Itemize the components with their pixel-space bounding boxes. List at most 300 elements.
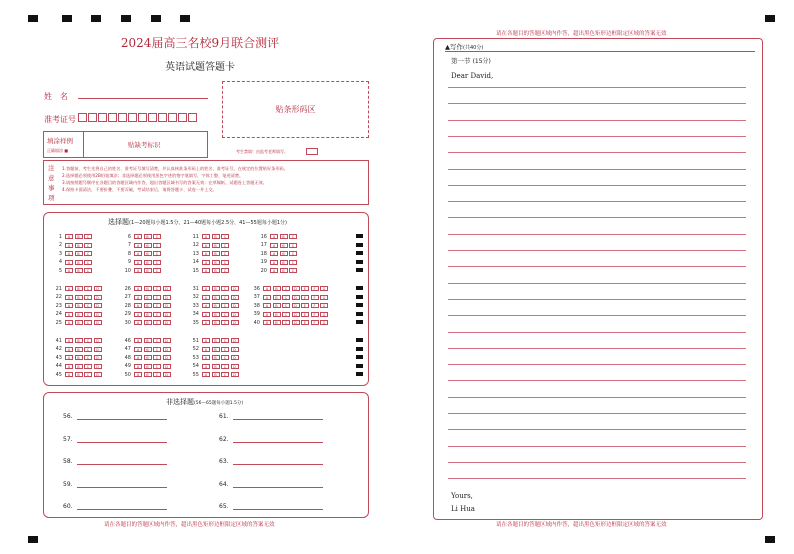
option-bubble[interactable]: A [270,251,278,256]
choice-question [119,337,172,344]
option-bubble[interactable]: D [163,286,171,291]
option-bubble[interactable]: C [84,372,92,377]
option-bubble[interactable]: A [65,286,73,291]
option-bubble[interactable]: B [212,251,220,256]
option-bubble[interactable]: A [263,312,271,317]
option-bubble[interactable]: C [221,286,229,291]
option-bubble[interactable]: A [134,312,142,317]
option-bubble[interactable]: A [202,268,210,273]
option-bubble[interactable]: A [263,303,271,308]
writing-line[interactable] [448,364,746,365]
option-bubble[interactable]: A [65,268,73,273]
timing-mark [180,15,190,22]
option-bubble[interactable]: C [153,338,161,343]
choice-question [50,319,103,326]
option-bubble[interactable]: A [263,295,271,300]
writing-line[interactable] [448,315,746,316]
writing-line[interactable] [448,185,746,186]
option-bubble[interactable]: A [134,260,142,265]
option-bubble[interactable]: C [221,320,229,325]
option-bubble[interactable]: E [301,320,309,325]
fill-in-question [219,458,323,465]
writing-line[interactable] [448,250,746,251]
option-bubble[interactable]: D [94,320,102,325]
writing-line[interactable] [448,120,746,121]
option-bubble[interactable]: C [84,347,92,352]
option-bubble[interactable]: G [320,320,328,325]
option-bubble[interactable]: B [273,312,281,317]
writing-line[interactable] [448,348,746,349]
answer-line[interactable] [77,504,167,510]
option-bubble[interactable]: C [153,372,161,377]
option-bubble[interactable]: B [212,364,220,369]
option-bubble[interactable]: B [144,372,152,377]
option-bubble[interactable]: C [289,234,297,239]
option-bubble[interactable]: C [221,338,229,343]
option-bubble[interactable]: A [270,234,278,239]
option-bubble[interactable]: B [144,312,152,317]
option-bubble[interactable]: G [320,295,328,300]
option-bubble[interactable]: E [301,286,309,291]
option-bubble[interactable]: F [311,320,319,325]
option-bubble[interactable]: C [221,372,229,377]
option-bubble[interactable]: B [75,364,83,369]
option-bubble[interactable]: D [292,295,300,300]
option-bubble[interactable]: A [65,364,73,369]
option-bubble[interactable]: B [212,347,220,352]
fill-example-label: 填涂样例 [47,137,73,145]
option-bubble[interactable]: C [84,303,92,308]
option-bubble[interactable]: C [282,286,290,291]
option-bubble[interactable]: C [84,338,92,343]
option-bubble[interactable]: A [202,303,210,308]
writing-line[interactable] [448,234,746,235]
timing-block [356,320,363,324]
option-bubble[interactable]: C [84,320,92,325]
option-bubble[interactable]: C [84,295,92,300]
option-bubble[interactable]: D [231,355,239,360]
writing-line[interactable] [448,87,746,88]
option-bubble[interactable]: D [231,347,239,352]
option-bubble[interactable]: B [75,260,83,265]
option-bubble[interactable]: F [311,312,319,317]
choice-question [119,354,172,361]
option-bubble[interactable]: A [134,251,142,256]
option-bubble[interactable]: D [163,347,171,352]
option-bubble[interactable]: B [212,286,220,291]
option-bubble[interactable]: A [202,364,210,369]
option-bubble[interactable]: A [65,303,73,308]
option-bubble[interactable]: B [212,320,220,325]
option-bubble[interactable]: A [65,355,73,360]
option-bubble[interactable]: A [134,355,142,360]
option-bubble[interactable]: A [65,260,73,265]
option-bubble[interactable]: D [231,364,239,369]
option-bubble[interactable]: B [212,372,220,377]
option-bubble[interactable]: B [144,347,152,352]
option-bubble[interactable]: D [94,347,102,352]
option-bubble[interactable]: B [212,260,220,265]
option-bubble[interactable]: B [144,286,152,291]
writing-line[interactable] [448,136,746,137]
question-number: 17 [260,242,267,248]
writing-line[interactable] [448,429,746,430]
option-bubble[interactable]: C [153,355,161,360]
option-bubble[interactable]: C [221,260,229,265]
option-bubble[interactable]: B [280,268,288,273]
writing-line[interactable] [448,299,746,300]
option-bubble[interactable]: C [289,243,297,248]
option-bubble[interactable]: D [163,364,171,369]
option-bubble[interactable]: C [282,312,290,317]
timing-block [356,338,363,342]
choice-question [187,294,240,301]
writing-line[interactable] [448,266,746,267]
option-bubble[interactable]: A [65,295,73,300]
option-bubble[interactable]: A [134,320,142,325]
option-bubble[interactable]: A [202,260,210,265]
choice-question [119,250,163,257]
option-bubble[interactable]: C [153,320,161,325]
answer-line[interactable] [233,437,323,443]
option-bubble[interactable]: A [65,312,73,317]
option-bubble[interactable]: A [65,372,73,377]
question-number: 44 [55,363,62,369]
option-bubble[interactable]: C [221,295,229,300]
option-bubble[interactable]: B [75,303,83,308]
option-bubble[interactable]: B [75,320,83,325]
option-bubble[interactable]: A [202,338,210,343]
option-bubble[interactable]: B [75,338,83,343]
option-bubble[interactable]: C [84,234,92,239]
exam-title: 2024届高三名校9月联合测评 [120,36,280,50]
option-bubble[interactable]: B [280,243,288,248]
option-bubble[interactable]: A [202,295,210,300]
option-bubble[interactable]: C [153,251,161,256]
choice-question [119,311,172,318]
option-bubble[interactable]: D [292,320,300,325]
option-bubble[interactable]: C [153,295,161,300]
option-bubble[interactable]: C [289,268,297,273]
option-bubble[interactable]: C [84,251,92,256]
option-bubble[interactable]: B [75,251,83,256]
option-bubble[interactable]: A [134,286,142,291]
answer-line[interactable] [77,437,167,443]
option-bubble[interactable]: C [221,347,229,352]
option-bubble[interactable]: A [263,320,271,325]
option-bubble[interactable]: B [273,286,281,291]
exam-subtitle: 英语试题答题卡 [165,62,235,73]
writing-line[interactable] [448,332,746,333]
option-bubble[interactable]: B [144,338,152,343]
option-bubble[interactable]: D [231,372,239,377]
option-bubble[interactable]: C [153,243,161,248]
option-bubble[interactable]: A [270,260,278,265]
option-bubble[interactable]: C [289,251,297,256]
question-number: 50 [124,371,131,378]
option-bubble[interactable]: A [263,286,271,291]
option-bubble[interactable]: D [163,320,171,325]
option-bubble[interactable]: D [163,312,171,317]
option-bubble[interactable]: B [144,268,152,273]
choice-question [255,267,299,274]
option-bubble[interactable]: B [280,234,288,239]
option-bubble[interactable]: B [273,303,281,308]
option-bubble[interactable]: F [311,295,319,300]
writing-line[interactable] [448,201,746,202]
name-field[interactable] [78,98,208,99]
choice-question [248,294,330,301]
option-bubble[interactable]: D [163,338,171,343]
question-number: 51 [192,337,199,344]
choice-question [187,242,231,249]
option-bubble[interactable]: B [212,303,220,308]
option-bubble[interactable]: B [144,320,152,325]
option-bubble[interactable]: D [94,312,102,317]
option-bubble[interactable]: D [94,286,102,291]
option-bubble[interactable]: D [231,312,239,317]
option-bubble[interactable]: F [311,286,319,291]
option-bubble[interactable]: B [273,295,281,300]
option-bubble[interactable]: E [301,303,309,308]
option-bubble[interactable]: D [163,372,171,377]
option-bubble[interactable]: C [153,286,161,291]
option-bubble[interactable]: C [221,303,229,308]
option-bubble[interactable]: E [301,312,309,317]
timing-block [356,260,363,264]
option-bubble[interactable]: C [221,312,229,317]
option-bubble[interactable]: C [84,364,92,369]
question-number: 3 [58,250,62,257]
answer-line[interactable] [233,459,323,465]
choice-question [119,371,172,378]
option-bubble[interactable]: C [84,268,92,273]
option-bubble[interactable]: C [221,364,229,369]
choice-question [187,346,240,353]
option-bubble[interactable]: B [75,372,83,377]
answer-line[interactable] [77,482,167,488]
answer-line[interactable] [233,504,323,510]
option-bubble[interactable]: C [153,347,161,352]
option-bubble[interactable]: F [311,303,319,308]
option-bubble[interactable]: B [212,234,220,239]
question-number: 55 [192,371,199,378]
answer-line[interactable] [77,414,167,420]
option-bubble[interactable]: D [292,312,300,317]
option-bubble[interactable]: A [134,347,142,352]
option-bubble[interactable]: C [153,303,161,308]
option-bubble[interactable]: A [270,268,278,273]
question-number: 12 [192,242,199,248]
question-number: 30 [124,319,131,326]
option-bubble[interactable]: B [144,251,152,256]
option-bubble[interactable]: A [202,286,210,291]
option-bubble[interactable]: C [282,295,290,300]
option-bubble[interactable]: C [289,260,297,265]
option-bubble[interactable]: D [292,303,300,308]
option-bubble[interactable]: G [320,286,328,291]
option-bubble[interactable]: A [202,234,210,239]
option-bubble[interactable]: C [153,260,161,265]
option-bubble[interactable]: B [75,243,83,248]
option-bubble[interactable]: C [221,268,229,273]
option-bubble[interactable]: B [273,320,281,325]
writing-line[interactable] [448,283,746,284]
option-bubble[interactable]: A [134,364,142,369]
choice-question [255,242,299,249]
writing-line[interactable] [448,462,746,463]
option-bubble[interactable]: C [84,243,92,248]
option-bubble[interactable]: B [212,268,220,273]
option-bubble[interactable]: B [144,243,152,248]
option-bubble[interactable]: G [320,312,328,317]
option-bubble[interactable]: C [221,251,229,256]
option-bubble[interactable]: B [75,355,83,360]
option-bubble[interactable]: A [202,243,210,248]
writing-line[interactable] [448,446,746,447]
option-bubble[interactable]: D [231,320,239,325]
option-bubble[interactable]: C [221,243,229,248]
option-bubble[interactable]: C [84,312,92,317]
option-bubble[interactable]: A [202,347,210,352]
option-bubble[interactable]: A [134,234,142,239]
option-bubble[interactable]: D [94,364,102,369]
option-bubble[interactable]: A [134,268,142,273]
option-bubble[interactable]: A [65,243,73,248]
option-bubble[interactable]: B [75,347,83,352]
writing-header: ▲写作(共40分) [445,43,484,51]
fill-in-number: 59. [63,480,73,488]
fill-in-question [63,481,167,488]
option-bubble[interactable]: C [221,234,229,239]
option-bubble[interactable]: C [153,268,161,273]
choice-question [119,294,172,301]
option-bubble[interactable]: D [163,355,171,360]
option-bubble[interactable]: C [153,364,161,369]
option-bubble[interactable]: D [231,286,239,291]
option-bubble[interactable]: B [144,295,152,300]
fill-in-question [219,503,323,510]
question-number: 8 [127,250,131,257]
option-bubble[interactable]: C [282,303,290,308]
option-bubble[interactable]: D [94,372,102,377]
option-bubble[interactable]: D [94,303,102,308]
fill-in-number: 58. [63,458,73,465]
option-bubble[interactable]: D [231,338,239,343]
option-bubble[interactable]: B [212,243,220,248]
writing-line[interactable] [448,152,746,153]
option-bubble[interactable]: A [134,303,142,308]
option-bubble[interactable]: A [65,234,73,239]
option-bubble[interactable]: B [212,355,220,360]
option-bubble[interactable]: B [144,303,152,308]
option-bubble[interactable]: C [84,355,92,360]
option-bubble[interactable]: C [84,260,92,265]
option-bubble[interactable]: D [94,355,102,360]
option-bubble[interactable]: B [144,234,152,239]
option-bubble[interactable]: B [75,286,83,291]
option-bubble[interactable]: B [75,268,83,273]
option-bubble[interactable]: D [163,295,171,300]
option-bubble[interactable]: B [212,338,220,343]
option-bubble[interactable]: A [134,372,142,377]
option-bubble[interactable]: D [292,286,300,291]
option-bubble[interactable]: B [75,234,83,239]
nonchoice-section [43,392,369,518]
answer-line[interactable] [233,482,323,488]
option-bubble[interactable]: G [320,303,328,308]
option-bubble[interactable]: B [144,364,152,369]
option-bubble[interactable]: B [144,355,152,360]
option-bubble[interactable]: A [65,338,73,343]
option-bubble[interactable]: A [202,251,210,256]
writing-line[interactable] [448,380,746,381]
option-bubble[interactable]: A [134,243,142,248]
option-bubble[interactable]: B [280,251,288,256]
timing-block [356,286,363,290]
choice-question [255,259,299,266]
footer-left: 请在各题目的答题区域内作答，超出黑色矩形边框限定区域的答案无效 [104,522,275,528]
option-bubble[interactable]: C [221,355,229,360]
option-bubble[interactable]: D [231,303,239,308]
writing-line[interactable] [448,217,746,218]
id-boxes[interactable] [78,113,198,122]
option-bubble[interactable]: A [134,295,142,300]
answer-line[interactable] [77,459,167,465]
choice-question [255,250,299,257]
name-label: 姓 名 [44,92,68,101]
choice-question [119,259,163,266]
question-number: 27 [124,294,131,300]
option-bubble[interactable]: D [231,295,239,300]
option-bubble[interactable]: A [202,312,210,317]
writing-line[interactable] [448,413,746,414]
option-bubble[interactable]: C [282,320,290,325]
question-number: 14 [192,259,199,265]
option-bubble[interactable]: D [163,303,171,308]
option-bubble[interactable]: A [65,251,73,256]
option-bubble[interactable]: A [65,347,73,352]
option-bubble[interactable]: B [75,312,83,317]
option-bubble[interactable]: D [94,295,102,300]
option-bubble[interactable]: A [134,338,142,343]
option-bubble[interactable]: A [202,355,210,360]
writing-line[interactable] [448,169,746,170]
writing-line[interactable] [448,478,746,479]
option-bubble[interactable]: B [212,295,220,300]
option-bubble[interactable]: B [144,260,152,265]
option-bubble[interactable]: B [212,312,220,317]
option-bubble[interactable]: B [75,295,83,300]
option-bubble[interactable]: C [153,234,161,239]
option-bubble[interactable]: B [280,260,288,265]
writing-line[interactable] [448,103,746,104]
option-bubble[interactable]: C [84,286,92,291]
option-bubble[interactable]: C [153,312,161,317]
answer-line[interactable] [233,414,323,420]
absent-checkbox[interactable] [306,148,318,155]
option-bubble[interactable]: A [65,320,73,325]
option-bubble[interactable]: A [270,243,278,248]
choice-question [50,337,103,344]
option-bubble[interactable]: A [202,320,210,325]
option-bubble[interactable]: D [94,338,102,343]
option-bubble[interactable]: E [301,295,309,300]
writing-line[interactable] [448,397,746,398]
option-bubble[interactable]: A [202,372,210,377]
question-number: 24 [55,311,62,317]
timing-mark [62,15,72,22]
